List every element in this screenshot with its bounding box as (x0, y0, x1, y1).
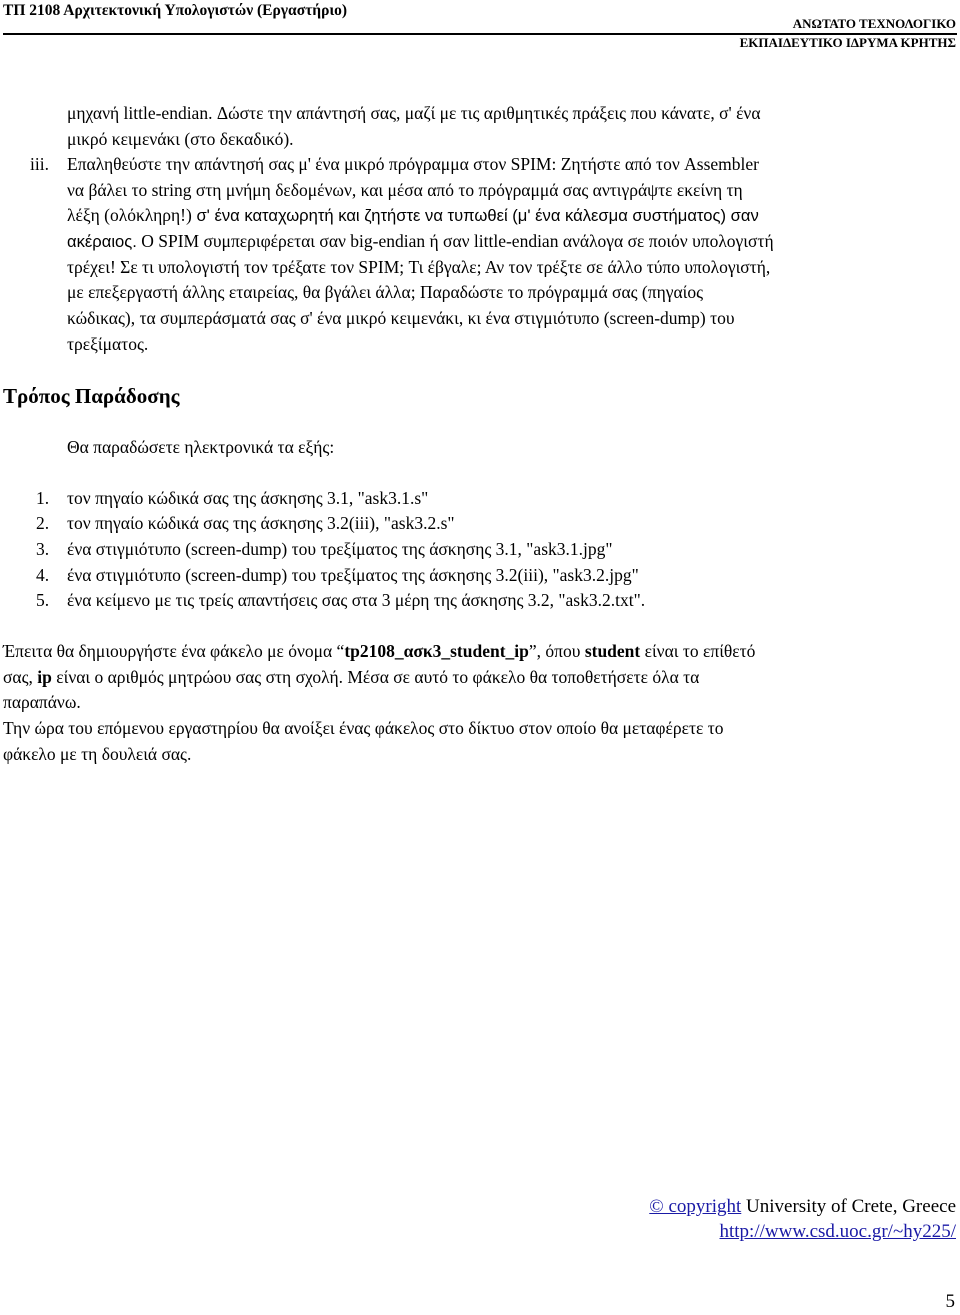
course-url-link[interactable]: http://www.csd.uoc.gr/~hy225/ (719, 1221, 956, 1242)
item-iii-line-8: τρεξίματος. (67, 334, 149, 354)
item-iii-line-3 (67, 205, 759, 226)
folder-text-c: ”, όπου (528, 641, 585, 661)
folder-text-g: είναι ο αριθμός μητρώου σας στη σχολή. Μέσα σε αυτό το φάκελο θα τοποθετήσετε όλα τα (51, 667, 700, 687)
list-item-3-number: 3. (36, 539, 50, 559)
item-iii-marker: iii. (30, 154, 49, 174)
folder-paragraph-line-3: παραπάνω. (3, 692, 81, 712)
list-item-3: ένα στιγμιότυπο (screen-dump) του τρεξίματος της άσκησης 3.1, "ask3.1.jpg" (67, 539, 613, 559)
continued-line-1: μηχανή little-endian. Δώστε την απάντησή σας, μαζί με τις αριθμητικές πράξεις που κάνατε, σ' ένα (67, 103, 761, 123)
item-iii-line-3a: λέξη (ολόκληρη!) (67, 205, 192, 225)
item-iii-line-7: κώδικας), τα συμπεράσματά σας σ' ένα μικρό κειμενάκι, κι ένα στιγμιότυπο (screen-dump) του (67, 308, 735, 328)
item-iii-line-6: με επεξεργαστή άλλης εταιρείας, θα βγάλει άλλα; Παραδώστε το πρόγραμμά σας (πηγαίος (67, 282, 704, 302)
header-rule (3, 33, 957, 35)
item-iii-line-4 (67, 231, 774, 252)
list-item-1: τον πηγαίο κώδικά σας της άσκησης 3.1, "ask3.1.s" (67, 488, 429, 508)
item-iii-line-4b: Ο SPIM συμπεριφέρεται σαν big-endian ή σαν little-endian ανάλογα σε ποιόν υπολογιστή (136, 231, 774, 251)
transfer-paragraph-line-1: Την ώρα του επόμενου εργαστηρίου θα ανοίξει ένας φάκελος στο δίκτυο στον οποίο θα μεταφέρετε το (3, 718, 724, 738)
course-title: ΤΠ 2108 Αρχιτεκτονική Υπολογιστών (Εργαστήριο) (3, 2, 348, 19)
page-number: 5 (945, 1291, 955, 1312)
list-item-4: ένα στιγμιότυπο (screen-dump) του τρεξίματος της άσκησης 3.2(iii), "ask3.2.jpg" (67, 565, 639, 585)
item-iii-line-3b: σ' ένα καταχωρητή και ζητήστε να τυπωθεί (μ' ένα κάλεσμα συστήματος) σαν (191, 206, 759, 225)
section-intro: Θα παραδώσετε ηλεκτρονικά τα εξής: (67, 437, 335, 457)
item-iii-line-4a: ακέραιος. (67, 232, 137, 251)
item-iii-line-1: Επαληθεύστε την απάντησή σας μ' ένα μικρό πρόγραμμα στον SPIM: Ζητήστε από τον Assembler (67, 154, 759, 174)
list-item-2-number: 2. (36, 513, 50, 533)
ip-placeholder: ip (37, 667, 52, 687)
student-placeholder: student (584, 641, 641, 661)
list-item-5: ένα κείμενο με τις τρείς απαντήσεις σας στα 3 μέρη της άσκησης 3.2, "ask3.2.txt". (67, 590, 646, 610)
transfer-paragraph-line-2: φάκελο με τη δουλειά σας. (3, 744, 192, 764)
folder-text-a: Έπειτα θα δημιουργήστε ένα φάκελο με όνομα “ (3, 641, 345, 661)
list-item-1-number: 1. (36, 488, 50, 508)
course-url-line (720, 1221, 957, 1243)
list-item-5-number: 5. (36, 590, 50, 610)
institution-line-1: ΑΝΩΤΑΤΟ ΤΕΧΝΟΛΟΓΙΚΟ (792, 16, 956, 31)
folder-paragraph-line-2 (3, 667, 699, 687)
folder-text-f: σας, (3, 667, 38, 687)
folder-name: tp2108_ασκ3_student_ip (344, 641, 529, 661)
continued-line-2: μικρό κειμενάκι (στο δεκαδικό). (67, 129, 294, 149)
folder-text-e: είναι το επίθετό (640, 641, 756, 661)
list-item-4-number: 4. (36, 565, 50, 585)
folder-paragraph-line-1 (3, 641, 755, 661)
item-iii-line-5: τρέχει! Σε τι υπολογιστή τον τρέξατε τον SPIM; Τι έβγαλε; Αν τον τρέξτε σε άλλο τύπο υπολογιστή, (67, 257, 771, 277)
section-heading: Τρόπος Παράδοσης (3, 384, 180, 408)
list-item-2: τον πηγαίο κώδικά σας της άσκησης 3.2(iii), "ask3.2.s" (67, 513, 455, 533)
item-iii-line-2: να βάλει το string στη μνήμη δεδομένων, και μέσα από το πρόγραμμά σας αντιγράψτε εκείνη τη (67, 180, 743, 200)
copyright-link[interactable]: © copyright (649, 1196, 742, 1217)
institution-line-2: ΕΚΠΑΙΔΕΥΤΙΚΟ ΙΔΡΥΜΑ ΚΡΗΤΗΣ (739, 35, 956, 50)
copyright-line (649, 1196, 956, 1218)
copyright-text: University of Crete, Greece (741, 1196, 956, 1217)
